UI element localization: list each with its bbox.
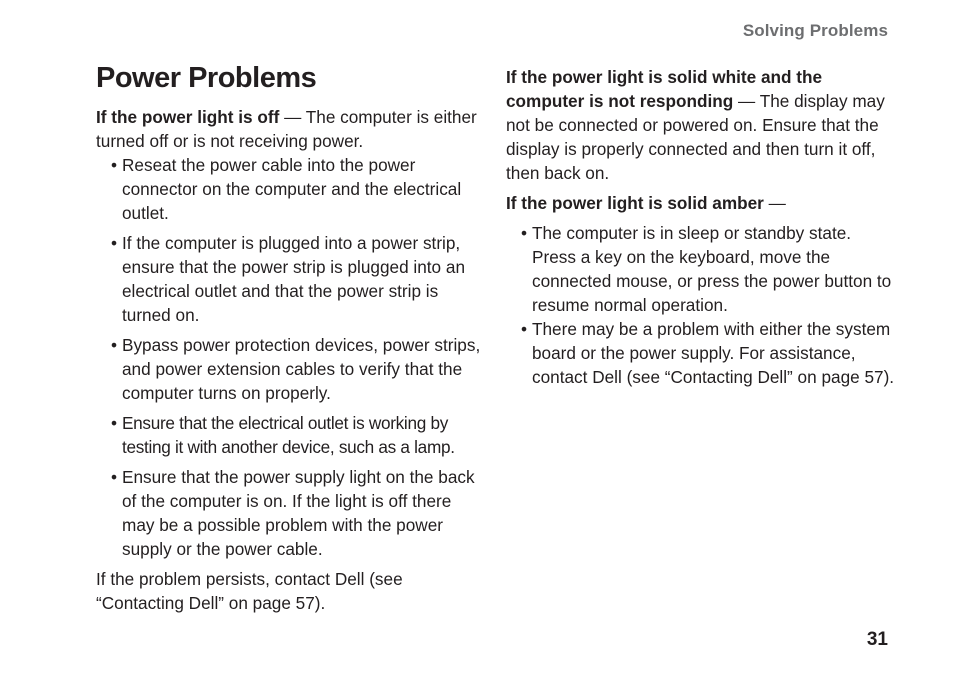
solid-white-text: — The display may not be connected or powered on. Ensure that the display is properly connected and then turn it off, then back on. [506,91,885,183]
left-column [96,105,486,615]
power-light-off-paragraph [96,105,486,153]
power-light-off-heading: If the power light is off [96,107,280,127]
solid-amber-heading: If the power light is solid amber [506,193,764,213]
page-number: 31 [866,629,888,650]
list-item: • There may be a problem with either the system board or the power supply. For assistance, contact Dell (see “Contacting Dell” on page 57). [532,317,896,389]
right-column [506,65,896,389]
list-item: • Ensure that the power supply light on the back of the computer is on. If the light is off there may be a possible problem with the power supply or the power cable. [122,465,486,561]
solid-amber-paragraph [506,191,896,215]
solid-amber-bullet-list [532,221,896,389]
page-title: Power Problems [96,62,317,94]
power-light-off-text: — The computer is either turned off or is not receiving power. [96,107,477,151]
power-off-bullet-list [122,153,486,561]
list-item: • Reseat the power cable into the power connector on the computer and the electrical outlet. [122,153,486,225]
closing-paragraph: If the problem persists, contact Dell (see “Contacting Dell” on page 57). [96,569,403,613]
running-head: Solving Problems [742,21,888,40]
list-item: • Ensure that the electrical outlet is working by testing it with another device, such as a lamp. [122,411,486,459]
solid-white-paragraph [506,65,896,185]
solid-amber-text: — [763,193,786,213]
list-item: • Bypass power protection devices, power strips, and power extension cables to verify that the computer turns on properly. [122,333,486,405]
list-item: • If the computer is plugged into a power strip, ensure that the power strip is plugged into an electrical outlet and that the power strip is turned on. [122,231,486,327]
list-item: • The computer is in sleep or standby state. Press a key on the keyboard, move the connected mouse, or press the power button to resume normal operation. [532,221,896,317]
solid-white-heading: If the power light is solid white and the computer is not responding [506,67,823,111]
